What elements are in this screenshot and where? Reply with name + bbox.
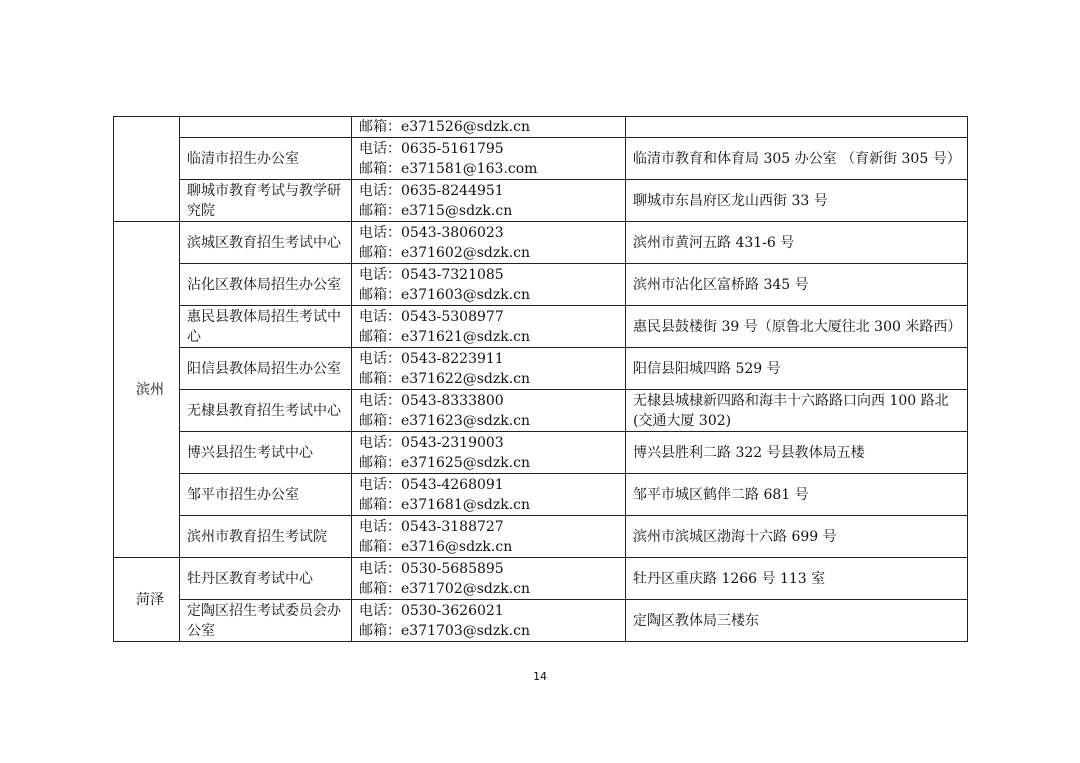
address-cell: 滨州市黄河五路 431-6 号 <box>626 222 968 264</box>
email-text: 邮箱：e371526@sdzk.cn <box>359 119 531 135</box>
email-text: 邮箱：e371603@sdzk.cn <box>359 286 531 303</box>
contact-cell <box>352 600 626 642</box>
table-row <box>114 390 968 432</box>
email-text: 邮箱：e3716@sdzk.cn <box>359 538 513 555</box>
address-cell: 阳信县阳城四路 529 号 <box>626 348 968 390</box>
address-cell: 定陶区教体局三楼东 <box>626 600 968 642</box>
contact-cell <box>352 516 626 558</box>
phone-text: 电话：0530-5685895 <box>359 560 504 577</box>
address-cell <box>626 117 968 138</box>
table-row <box>114 432 968 474</box>
office-cell: 邹平市招生办公室 <box>180 474 352 516</box>
office-cell: 无棣县教育招生考试中心 <box>180 390 352 432</box>
contact-cell <box>352 138 626 180</box>
contact-cell <box>352 180 626 222</box>
email-text: 邮箱：e371703@sdzk.cn <box>359 622 531 639</box>
address-cell: 临清市教育和体育局 305 办公室 （育新街 305 号） <box>626 138 968 180</box>
contact-cell <box>352 222 626 264</box>
office-cell: 临清市招生办公室 <box>180 138 352 180</box>
table-row <box>114 180 968 222</box>
table-row <box>114 474 968 516</box>
office-cell: 牡丹区教育考试中心 <box>180 558 352 600</box>
address-cell: 惠民县鼓楼街 39 号（原鲁北大厦往北 300 米路西） <box>626 306 968 348</box>
address-cell: 牡丹区重庆路 1266 号 113 室 <box>626 558 968 600</box>
email-text: 邮箱：e3715@sdzk.cn <box>359 202 513 219</box>
office-cell: 定陶区招生考试委员会办公室 <box>180 600 352 642</box>
table-row <box>114 306 968 348</box>
address-cell: 滨州市滨城区渤海十六路 699 号 <box>626 516 968 558</box>
email-text: 邮箱：e371623@sdzk.cn <box>359 412 531 429</box>
phone-text: 电话：0543-4268091 <box>359 476 504 493</box>
table-row <box>114 348 968 390</box>
email-text: 邮箱：e371681@sdzk.cn <box>359 496 531 513</box>
email-text: 邮箱：e371622@sdzk.cn <box>359 370 531 387</box>
office-cell: 博兴县招生考试中心 <box>180 432 352 474</box>
phone-text: 电话：0635-5161795 <box>359 140 504 157</box>
office-cell: 阳信县教体局招生办公室 <box>180 348 352 390</box>
office-cell: 聊城市教育考试与教学研究院 <box>180 180 352 222</box>
phone-text: 电话：0543-2319003 <box>359 434 504 451</box>
table-row <box>114 264 968 306</box>
phone-text: 电话：0543-8333800 <box>359 392 504 409</box>
table-row <box>114 117 968 138</box>
email-text: 邮箱：e371625@sdzk.cn <box>359 454 531 471</box>
region-cell: 滨州 <box>114 222 180 558</box>
phone-text: 电话：0543-3806023 <box>359 224 504 241</box>
phone-text: 电话：0530-3626021 <box>359 602 504 619</box>
address-cell: 博兴县胜利二路 322 号县教体局五楼 <box>626 432 968 474</box>
email-text: 邮箱：e371602@sdzk.cn <box>359 244 531 261</box>
table-row <box>114 600 968 642</box>
phone-text: 电话：0635-8244951 <box>359 182 504 199</box>
email-text: 邮箱：e371581@163.com <box>359 160 538 177</box>
address-cell: 无棣县城棣新四路和海丰十六路路口向西 100 路北(交通大厦 302) <box>626 390 968 432</box>
address-cell: 邹平市城区鹤伴二路 681 号 <box>626 474 968 516</box>
email-text: 邮箱：e371621@sdzk.cn <box>359 328 531 345</box>
contact-cell <box>352 390 626 432</box>
phone-text: 电话：0543-8223911 <box>359 350 504 367</box>
office-cell: 沾化区教体局招生办公室 <box>180 264 352 306</box>
contact-cell <box>352 264 626 306</box>
contact-cell <box>352 117 626 138</box>
office-cell: 滨州市教育招生考试院 <box>180 516 352 558</box>
contact-cell <box>352 348 626 390</box>
office-cell: 滨城区教育招生考试中心 <box>180 222 352 264</box>
phone-text: 电话：0543-5308977 <box>359 308 504 325</box>
table-row <box>114 138 968 180</box>
phone-text: 电话：0543-7321085 <box>359 266 504 283</box>
contact-cell <box>352 306 626 348</box>
address-cell: 滨州市沾化区富桥路 345 号 <box>626 264 968 306</box>
region-cell: 菏泽 <box>114 558 180 642</box>
contact-cell <box>352 558 626 600</box>
address-cell: 聊城市东昌府区龙山西街 33 号 <box>626 180 968 222</box>
contact-table <box>113 116 968 642</box>
contact-cell <box>352 432 626 474</box>
table-row <box>114 222 968 264</box>
page-number: 14 <box>533 670 547 683</box>
table-row <box>114 558 968 600</box>
phone-text: 电话：0543-3188727 <box>359 518 504 535</box>
office-cell <box>180 117 352 138</box>
table-row <box>114 516 968 558</box>
region-cell <box>114 117 180 222</box>
contact-cell <box>352 474 626 516</box>
office-cell: 惠民县教体局招生考试中心 <box>180 306 352 348</box>
email-text: 邮箱：e371702@sdzk.cn <box>359 580 531 597</box>
